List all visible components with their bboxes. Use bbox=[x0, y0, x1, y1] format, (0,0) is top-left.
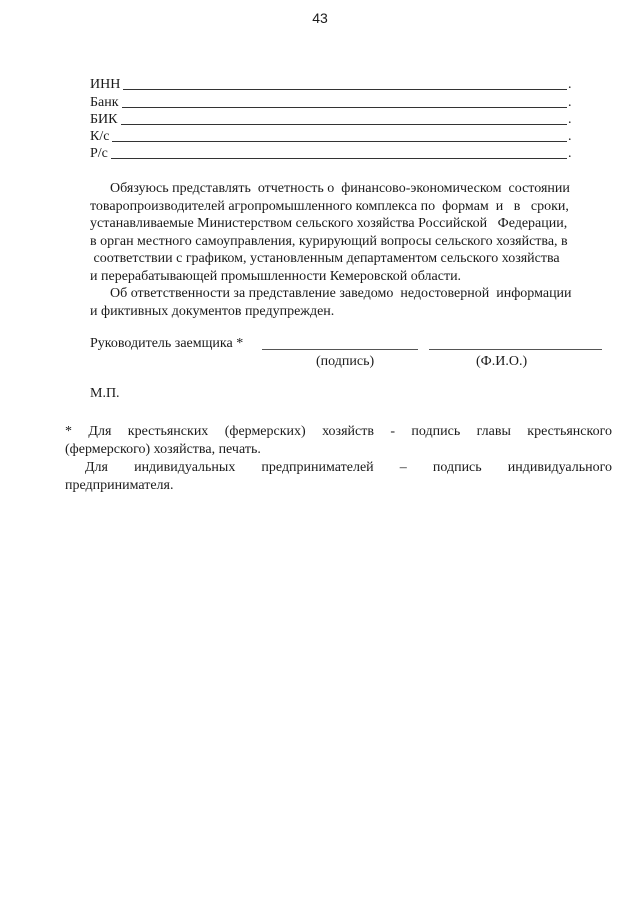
obligation-paragraph bbox=[90, 180, 610, 285]
footnote-farm bbox=[65, 423, 612, 458]
requisite-bank: Банк . bbox=[90, 95, 572, 110]
requisite-inn: ИНН . bbox=[90, 77, 572, 92]
paragraph-line: Об ответственности за представление заведомо недостоверной информации bbox=[110, 286, 572, 301]
paragraph-line: в орган местного самоуправления, курирующий вопросы сельского хозяйства, в bbox=[90, 233, 568, 249]
footnote-line: Для индивидуальных предпринимателей – подпись индивидуального bbox=[85, 460, 612, 475]
paragraph-line: и фиктивных документов предупрежден. bbox=[90, 303, 335, 319]
requisite-correspondent-account: К/с . bbox=[90, 129, 572, 144]
requisite-label: Р/с bbox=[90, 146, 108, 161]
footnote-line: предпринимателя. bbox=[65, 477, 174, 493]
paragraph-line: соответствии с графиком, установленным департаментом сельского хозяйства bbox=[90, 251, 560, 266]
name-line bbox=[429, 349, 602, 350]
paragraph-line: и перерабатывающей промышленности Кемеровской области. bbox=[90, 268, 462, 284]
requisite-label: ИНН bbox=[90, 77, 121, 92]
blank-line bbox=[122, 106, 567, 108]
footnote-line: * Для крестьянских (фермерских) хозяйств - подпись главы крестьянского bbox=[65, 424, 612, 439]
requisite-bik: БИК . bbox=[90, 112, 572, 127]
requisite-label: К/с bbox=[90, 129, 110, 144]
requisite-settlement-account: Р/с . bbox=[90, 146, 572, 161]
blank-line bbox=[121, 123, 568, 125]
paragraph-line: устанавливаемые Министерством сельского хозяйства Российской Федерации, bbox=[90, 216, 568, 231]
name-caption: (Ф.И.О.) bbox=[476, 354, 528, 369]
requisite-label: Банк bbox=[90, 95, 119, 110]
page-number: 43 bbox=[312, 10, 328, 26]
footnote-entrepreneur bbox=[65, 459, 612, 494]
paragraph-line: Обязуюсь представлять отчетность о финансово-экономическом состоянии bbox=[110, 181, 570, 196]
stamp-placeholder: М.П. bbox=[90, 386, 120, 401]
requisite-label: БИК bbox=[90, 112, 118, 127]
signature-caption: (подпись) bbox=[316, 354, 375, 369]
blank-line bbox=[111, 157, 567, 159]
responsibility-paragraph bbox=[90, 285, 610, 320]
signature-line bbox=[262, 349, 418, 350]
signature-label: Руководитель заемщика * bbox=[90, 336, 244, 351]
signature-row bbox=[90, 336, 610, 356]
blank-line bbox=[112, 140, 567, 142]
footnote-line: (фермерского) хозяйства, печать. bbox=[65, 441, 261, 457]
blank-line bbox=[123, 88, 567, 90]
paragraph-line: товаропроизводителей агропромышленного комплекса по формам и в сроки, bbox=[90, 198, 569, 214]
